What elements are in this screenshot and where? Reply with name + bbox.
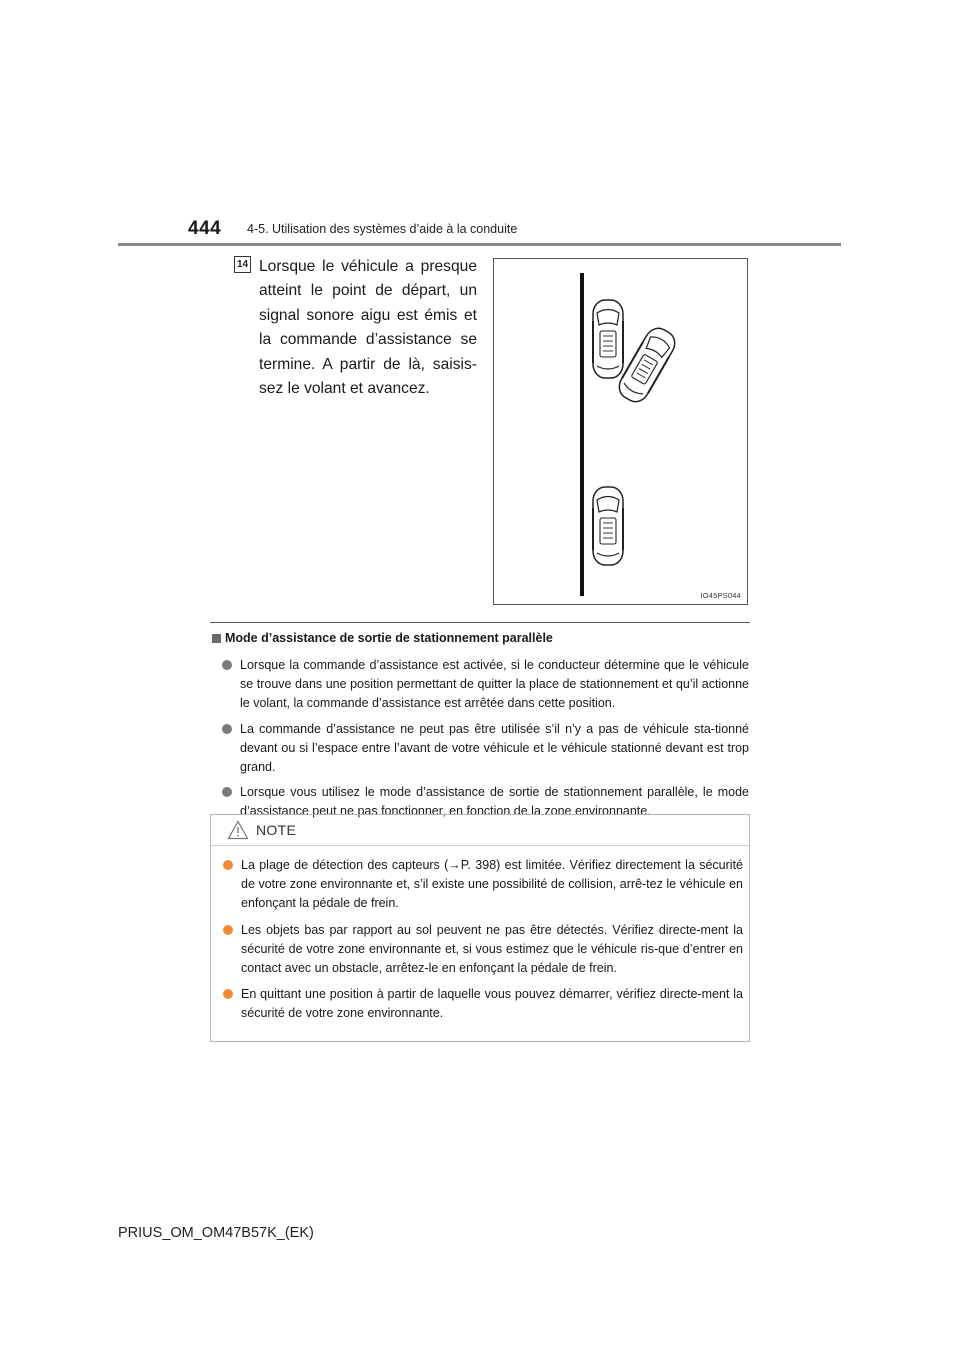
bullet-dot-icon bbox=[222, 660, 232, 670]
list-item bbox=[222, 656, 749, 714]
bullet-dot-icon bbox=[223, 989, 233, 999]
square-bullet-icon bbox=[212, 634, 221, 643]
note-bullet-list bbox=[223, 856, 743, 1031]
bullet-dot-icon bbox=[223, 925, 233, 935]
list-item bbox=[223, 985, 743, 1023]
parked-car-rear bbox=[593, 487, 623, 565]
list-item-text: Lorsque la commande d’assistance est activée, si le conducteur détermine que le véhicule se trouve dans une position permettant de quitter la place de stationnement et qu’il actionne le volant, la commande d’assistance est arrêtée dans cette position. bbox=[240, 658, 749, 711]
list-item-text: En quittant une position à partir de laquelle vous pouvez démarrer, vérifiez directe-ment la sécurité de votre zone environnante. bbox=[241, 987, 743, 1021]
subsection-divider bbox=[210, 622, 750, 623]
list-item bbox=[223, 921, 743, 979]
list-item bbox=[222, 720, 749, 778]
parking-illustration bbox=[493, 258, 748, 605]
figure-code: IO45PS044 bbox=[700, 591, 741, 600]
bullet-dot-icon bbox=[222, 724, 232, 734]
subsection-bullet-list bbox=[222, 656, 749, 828]
document-code: PRIUS_OM_OM47B57K_(EK) bbox=[118, 1225, 314, 1241]
list-item-text: Les objets bas par rapport au sol peuvent ne pas être détectés. Vérifiez directe-ment la sécurité de votre zone environnante et, si vous estimez que le véhicule ris-que d’entrer en contact avec un obstacle, arrêtez-le en enfonçant la pédale de frein. bbox=[241, 922, 743, 976]
bullet-dot-icon bbox=[222, 787, 232, 797]
list-item-text: La commande d’assistance ne peut pas être utilisée s’il n’y a pas de véhicule sta-tionné devant ou si l’espace entre l’avant de votre véhicule et le véhicule stationné devant est trop grand. bbox=[240, 721, 749, 775]
list-item-text: La plage de détection des capteurs (→P. 398) est limitée. Vérifiez directement la sécurité de votre zone environnante et, s’il existe une possibilité de collision, arrê-tez le véhicule en enfonçant la pédale de frein. bbox=[241, 858, 743, 911]
step-instruction-text: Lorsque le véhicule a presque atteint le point de départ, un signal sonore aigu est émis et la commande d’assistance se termine. A partir de là, saisis-sez le volant et avancez. bbox=[259, 258, 477, 398]
subsection-heading-text: Mode d’assistance de sortie de stationnement parallèle bbox=[225, 631, 553, 645]
note-header bbox=[211, 815, 749, 846]
exiting-car bbox=[615, 324, 680, 407]
parking-diagram-svg bbox=[494, 259, 749, 606]
header-divider bbox=[118, 243, 841, 246]
note-box bbox=[210, 814, 750, 1042]
subsection-heading bbox=[212, 631, 553, 645]
warning-triangle-icon bbox=[227, 820, 249, 840]
page-number: 444 bbox=[188, 218, 222, 239]
step-number-badge: 14 bbox=[234, 256, 251, 273]
list-item bbox=[223, 856, 743, 914]
list-item-text: Lorsque vous utilisez le mode d’assistance de sortie de stationnement parallèle, le mode d’assistance peut ne pas fonctionner, en fonction de la zone environnante. bbox=[240, 785, 749, 819]
note-title: NOTE bbox=[256, 822, 297, 838]
section-title: 4-5. Utilisation des systèmes d’aide à la conduite bbox=[247, 222, 518, 236]
bullet-dot-icon bbox=[223, 860, 233, 870]
parked-car-front bbox=[593, 300, 623, 378]
